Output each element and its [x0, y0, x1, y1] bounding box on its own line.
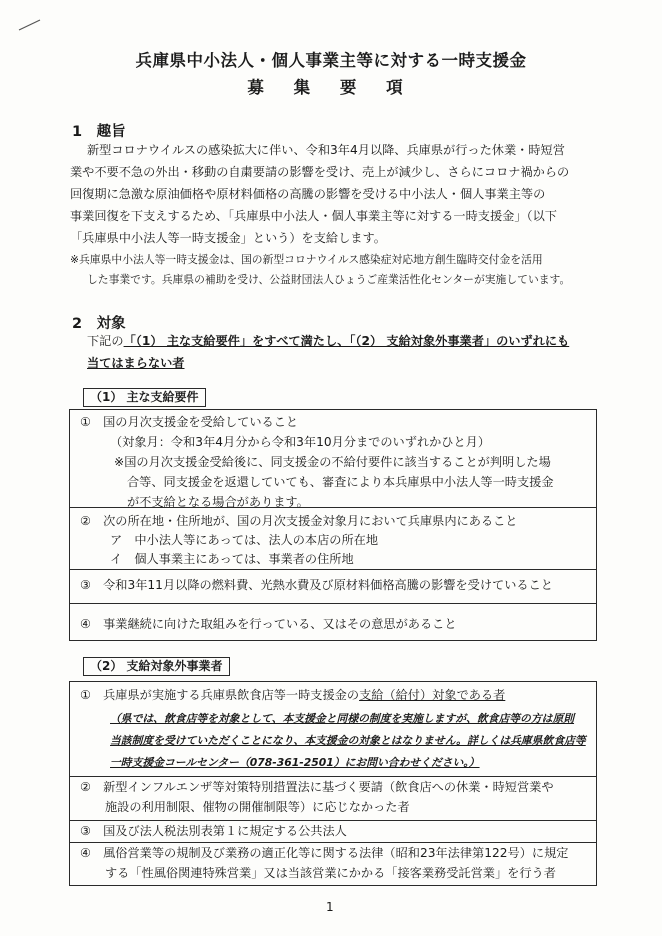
document-subtitle: 募 集 要 項	[247, 78, 415, 97]
requirement-1-period: （対象月：令和3年4月分から令和3年10月分までのいずれかひと月）	[110, 435, 491, 449]
table-divider	[70, 603, 596, 604]
requirement-2: ② 次の所在地・住所地が、国の月次支援金対象月において兵庫県内にあること	[80, 514, 518, 528]
requirement-2-item-a: ア 中小法人等にあっては、法人の本店の所在地	[110, 533, 379, 547]
requirement-1-note-3: が不支給となる場合があります。	[127, 495, 309, 509]
exclusion-1-note-1: （県では、飲食店等を対象として、本支援金と同様の制度を実施しますが、飲食店等の方は原則	[110, 712, 575, 725]
subsection-2-label: （2） 支給対象外事業者	[83, 657, 230, 676]
document-title: 兵庫県中小法人・個人事業主等に対する一時支援金	[135, 51, 527, 70]
requirement-1: ① 国の月次支援金を受給していること	[80, 415, 299, 429]
requirement-4: ④ 事業継続に向けた取組みを行っている、又はその意思があること	[80, 617, 457, 631]
table-divider	[70, 569, 596, 570]
exclusion-1-note-3: 一時支援金コールセンター（078-361-2501）にお問い合わせください。）	[110, 756, 480, 769]
exclusion-3: ③ 国及び法人税法別表第１に規定する公共法人	[80, 824, 347, 838]
section-2-intro-prefix: 下記の	[87, 334, 124, 348]
requirement-1-note-2: 合等、同支援金を返還していても、審査により本兵庫県中小法人等一時支援金	[127, 475, 554, 489]
requirement-1-note-1: ※国の月次支援金受給後に、同支援金の不給付要件に該当することが判明した場	[114, 455, 551, 469]
exclusion-1-text: ① 兵庫県が実施する兵庫県飲食店等一時支援金の	[80, 688, 360, 702]
exclusion-4: ④ 風俗営業等の規制及び業務の適正化等に関する法律（昭和23年法律第122号）に規定	[80, 846, 569, 860]
section-2-heading: 2 対象	[72, 316, 126, 332]
exclusion-4-line-2: する「性風俗関連特殊営業」又は当該営業にかかる「接客業務受託営業」を行う者	[105, 866, 556, 880]
section-1-heading: 1 趣旨	[72, 124, 126, 140]
subsection-1-label: （1） 主な支給要件	[83, 388, 206, 407]
section-1-line-1: 新型コロナウイルスの感染拡大に伴い、令和3年4月以降、兵庫県が行った休業・時短営	[87, 143, 565, 157]
exclusion-2-line-2: 施設の利用制限、催物の開催制限等）に応じなかった者	[105, 800, 410, 814]
requirement-3: ③ 令和3年11月以降の燃料費、光熱水費及び原材料価格高騰の影響を受けていること	[80, 578, 553, 592]
section-1-line-3: 回復期に急激な原油価格や原材料価格の高騰の影響を受ける中小法人・個人事業主等の	[70, 187, 546, 201]
section-2-intro-line-2: 当てはまらない者	[87, 356, 185, 370]
exclusion-1-note-2: 当該制度を受けていただくことになり、本支援金の対象とはなりません。詳しくは兵庫県飲食店等	[110, 734, 586, 747]
section-2-intro-emphasis: 「（1） 主な支給要件」をすべて満たし、「（2） 支給対象外事業者」のいずれにも	[123, 334, 570, 348]
exclusion-1	[80, 685, 505, 705]
section-1-line-2: 業や不要不急の外出・移動の自粛要請の影響を受け、売上が減少し、さらにコロナ禍からの	[70, 165, 570, 179]
page-number: 1	[326, 900, 334, 914]
exclusion-2: ② 新型インフルエンザ等対策特別措置法に基づく要請（飲食店への休業・時短営業や	[80, 780, 554, 794]
section-2-intro-line-1	[87, 331, 569, 351]
section-1-line-4: 事業回復を下支えするため、「兵庫県中小法人・個人事業主等に対する一時支援金」（以下	[70, 209, 557, 223]
section-1-line-5: 「兵庫県中小法人等一時支援金」という）を支給します。	[70, 231, 386, 245]
section-1-note-1: ※兵庫県中小法人等一時支援金は、国の新型コロナウイルス感染症対応地方創生臨時交付金を活用	[70, 253, 543, 266]
pen-mark-decoration	[18, 18, 42, 32]
exclusion-1-emphasis: 支給（給付）対象である者	[359, 688, 506, 702]
requirement-2-item-i: イ 個人事業主にあっては、事業者の住所地	[110, 552, 354, 566]
section-1-note-2: した事業です。兵庫県の補助を受け、公益財団法人ひょうご産業活性化センターが実施しています。	[87, 273, 571, 286]
